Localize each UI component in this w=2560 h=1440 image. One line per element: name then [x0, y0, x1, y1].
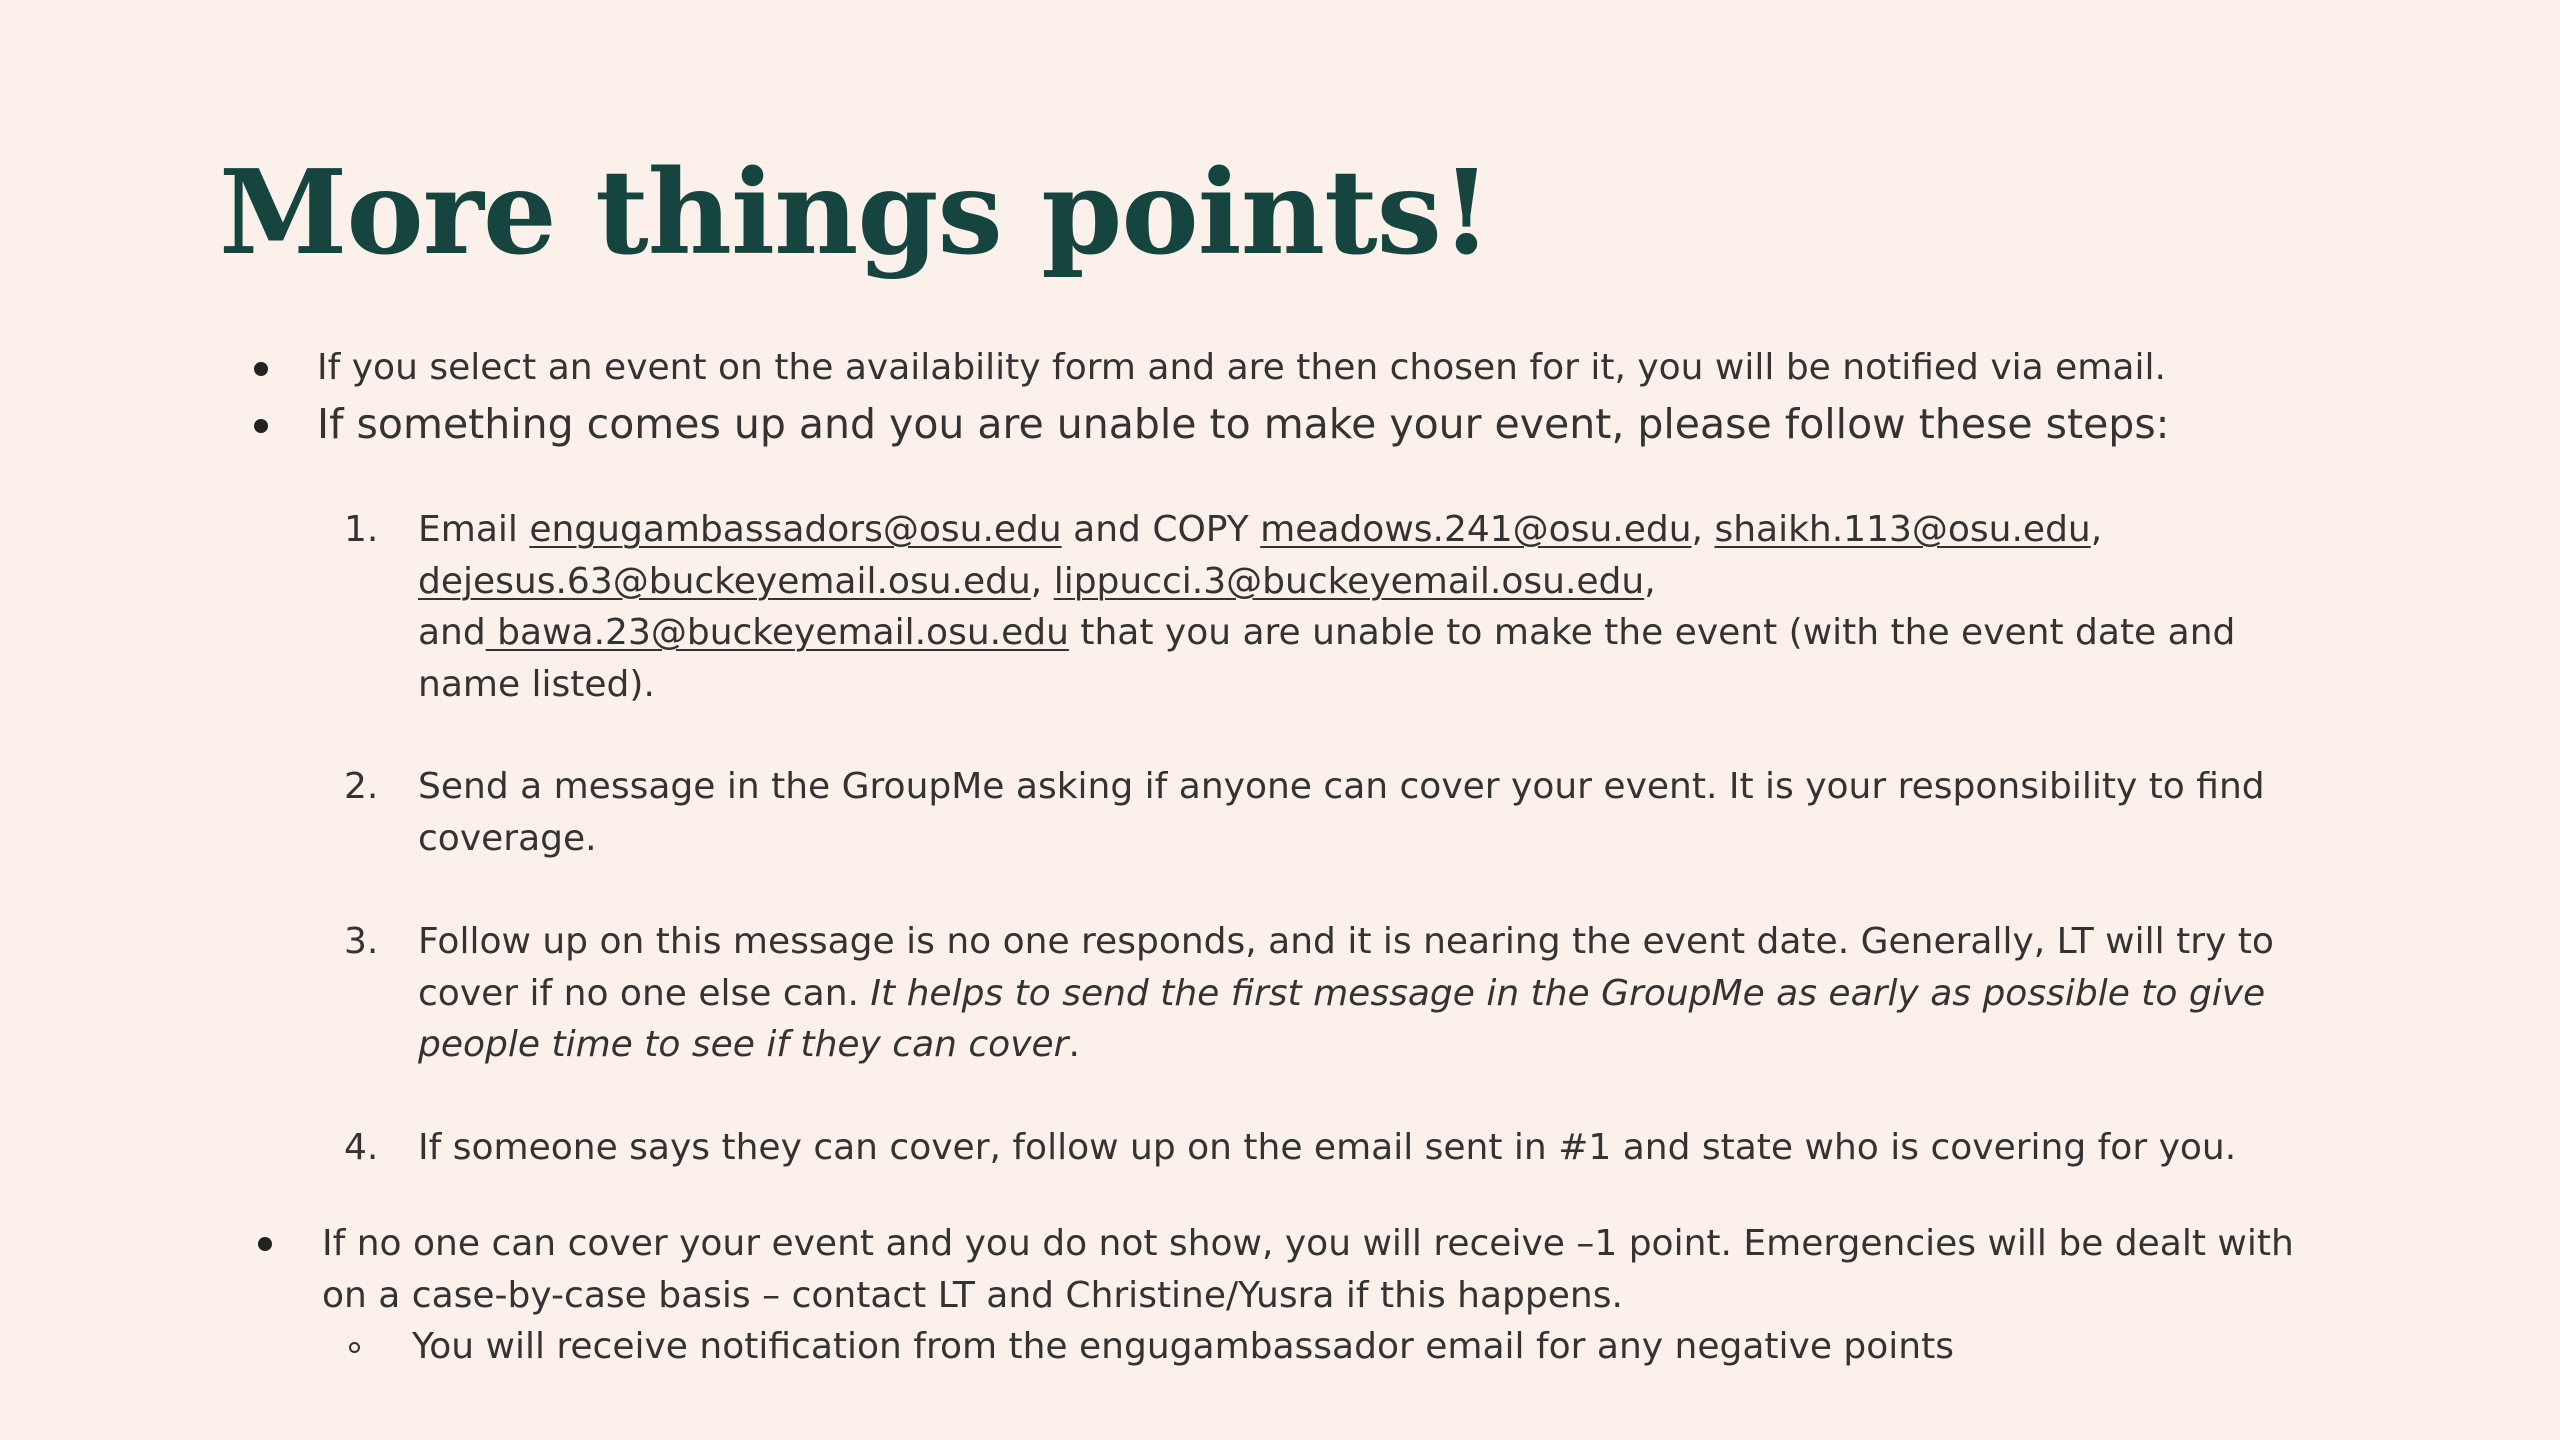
- slide-title: More things points!: [219, 145, 1491, 281]
- bullet-marker: [258, 1237, 272, 1251]
- bullet-unable-steps-intro: If something comes up and you are unable to make your event, please follow these steps:: [317, 400, 2170, 448]
- email-link-shaikh[interactable]: shaikh.113@osu.edu: [1714, 509, 2091, 550]
- email-link-meadows[interactable]: meadows.241@osu.edu: [1260, 509, 1692, 550]
- bullet-no-show-penalty: If no one can cover your event and you do not show, you will receive –1 point. Emergencies will be dealt with on a case-by-case basis – contact LT and Christine/Yusra if this happens.: [322, 1223, 2294, 1316]
- step-2-text: Send a message in the GroupMe asking if anyone can cover your event. It is your responsibility to find coverage.: [418, 766, 2265, 859]
- step-number: 3.: [344, 921, 379, 962]
- sub-bullet-negative-points-notice: You will receive notification from the engugambassador email for any negative points: [412, 1326, 1954, 1367]
- step-number: 1.: [344, 509, 379, 550]
- sub-bullet-marker: [349, 1342, 360, 1353]
- step-1-text: Email engugambassadors@osu.edu and COPY meadows.241@osu.edu, shaikh.113@osu.edu, dejesus.63@buckeyemail.osu.edu, lippucci.3@buckeyemail.osu.edu, and bawa.23@buckeyemail.osu.edu that you are unable to make the event (with the event date and name listed).: [418, 509, 2236, 705]
- bullet-marker: [254, 419, 268, 433]
- step-3-text: Follow up on this message is no one responds, and it is nearing the event date. Generally, LT will try to cover if no one else can. It helps to send the first message in the GroupMe as early as possible to give people time to see if they can cover.: [418, 921, 2274, 1065]
- step-4-text: If someone says they can cover, follow up on the email sent in #1 and state who is covering for you.: [418, 1127, 2237, 1168]
- email-link-bawa[interactable]: bawa.23@buckeyemail.osu.edu: [485, 612, 1069, 653]
- email-link-dejesus[interactable]: dejesus.63@buckeyemail.osu.edu: [418, 560, 1031, 602]
- email-link-lippucci[interactable]: lippucci.3@buckeyemail.osu.edu: [1053, 560, 1645, 602]
- email-link-engugambassadors[interactable]: engugambassadors@osu.edu: [529, 509, 1062, 550]
- bullet-availability-notice: If you select an event on the availability form and are then chosen for it, you will be notified via email.: [317, 347, 2166, 388]
- bullet-marker: [254, 362, 268, 376]
- step-number: 4.: [344, 1127, 379, 1168]
- step-number: 2.: [344, 766, 379, 807]
